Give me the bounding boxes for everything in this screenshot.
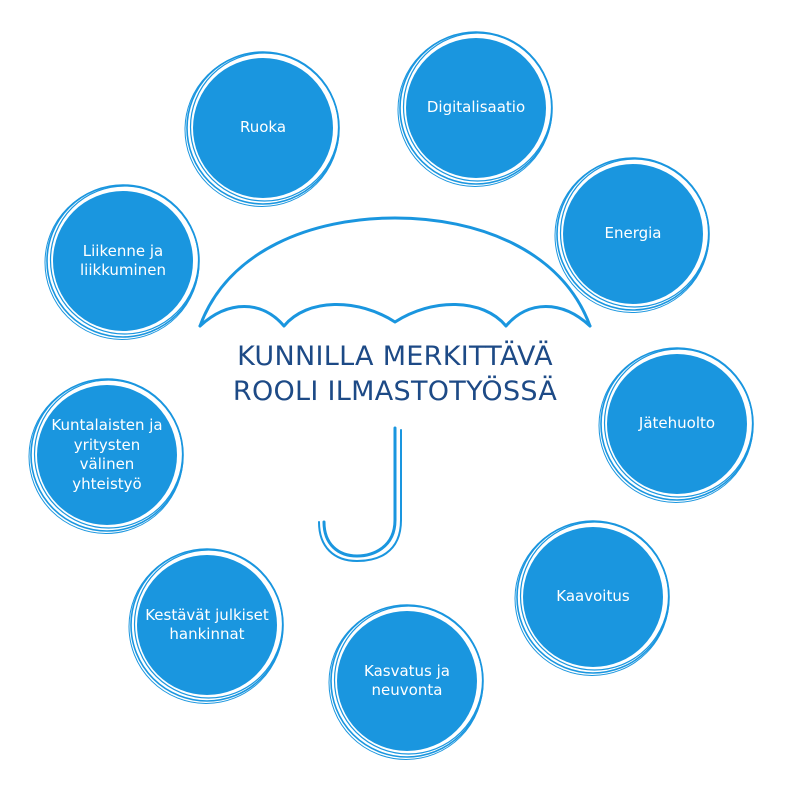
topic-hankinnat (137, 555, 277, 695)
topic-label: Ruoka (239, 118, 287, 137)
topic-ruoka (193, 58, 333, 198)
umbrella-handle (324, 520, 395, 556)
topic-jatehuolto (607, 354, 747, 494)
topic-label: Kaavoitus (556, 587, 630, 606)
topic-liikenne (53, 191, 193, 331)
topic-label: Kasvatus ja neuvonta (364, 661, 450, 699)
topic-kaavoitus (523, 527, 663, 667)
topic-energia (563, 164, 703, 304)
topic-label: Kuntalaisten ja yritysten välinen yhteistyö (51, 416, 163, 493)
umbrella-scallops (200, 304, 590, 326)
topic-kasvatus (337, 611, 477, 751)
topic-label: Kestävät julkiset hankinnat (145, 605, 269, 643)
diagram-title: KUNNILLA MERKITTÄVÄ ROOLI ILMASTOTYÖSSÄ (232, 341, 558, 407)
topic-label: Liikenne ja liikkuminen (80, 241, 166, 279)
topic-label: Digitalisaatio (426, 98, 526, 117)
topic-label: Energia (604, 224, 662, 243)
topic-digitalisaatio (406, 38, 546, 178)
topic-label: Jätehuolto (638, 414, 716, 433)
topic-yhteistyo (37, 385, 177, 525)
